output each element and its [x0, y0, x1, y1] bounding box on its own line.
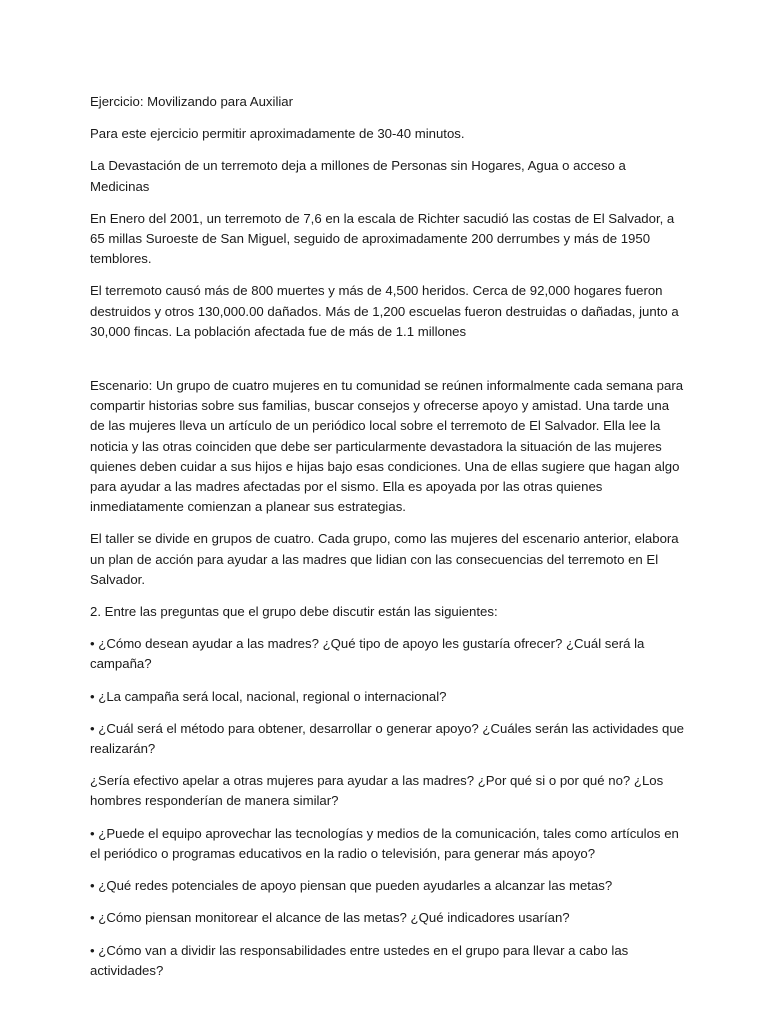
paragraph-duration: Para este ejercicio permitir aproximadamente de 30-40 minutos.: [90, 126, 465, 142]
paragraph-casualties: El terremoto causó más de 800 muertes y más de 4,500 heridos. Cerca de 92,000 hogares fueron destruidos y otros 130,000.00 dañados. Más de 1,200 escuelas fueron destruidas o dañadas, junto a 30,000 fincas. La población afectada fue de más de 1.1 millones: [90, 283, 679, 339]
question-item: • ¿La campaña será local, nacional, regional o internacional?: [90, 688, 447, 704]
question-item: • ¿Puede el equipo aprovechar las tecnologías y medios de la comunicación, tales como artículos en el periódico o programas educativos en la radio o televisión, para generar más apoyo?: [90, 825, 679, 861]
question-item: • ¿Cómo van a dividir las responsabilidades entre ustedes en el grupo para llevar a cabo las actividades?: [90, 942, 629, 978]
paragraph-scenario: Escenario: Un grupo de cuatro mujeres en tu comunidad se reúnen informalmente cada semana para compartir historias sobre sus familias, buscar consejos y ofrecerse apoyo y amistad. Una tarde una de las mujeres lleva un artículo de un periódico local sobre el terremoto de El Salvador. Ella lee la noticia y las otras coinciden que debe ser particularmente devastadora la situación de las mujeres quienes deben cuidar a sus hijos e hijas bajo esas condiciones. Una de ellas sugiere que hagan algo para ayudar a las madres afectadas por el sismo. Ella es apoyada por las otras quienes inmediatamente comienzan a planear sus estrategias.: [90, 378, 684, 515]
paragraph-questions-intro: 2. Entre las preguntas que el grupo debe discutir están las siguientes:: [90, 604, 498, 620]
paragraph-earthquake-facts: En Enero del 2001, un terremoto de 7,6 en la escala de Richter sacudió las costas de El Salvador, a 65 millas Suroeste de San Miguel, seguido de aproximadamente 200 derrumbes y más de 1950 temblores.: [90, 210, 675, 267]
question-item: • ¿Cuál será el método para obtener, desarrollar o generar apoyo? ¿Cuáles serán las actividades que realizarán?: [90, 720, 684, 757]
question-item: ¿Sería efectivo apelar a otras mujeres para ayudar a las madres? ¿Por qué si o por qué no? ¿Los hombres responderían de manera similar?: [90, 773, 664, 809]
question-item: • ¿Cómo desean ayudar a las madres? ¿Qué tipo de apoyo les gustaría ofrecer? ¿Cuál será la campaña?: [90, 636, 645, 672]
paragraph-headline: La Devastación de un terremoto deja a millones de Personas sin Hogares, Agua o acceso a Medicinas: [90, 158, 626, 194]
document-title: Ejercicio: Movilizando para Auxiliar: [90, 94, 294, 109]
paragraph-workshop: El taller se divide en grupos de cuatro. Cada grupo, como las mujeres del escenario anterior, elabora un plan de acción para ayudar a las madres que lidian con las consecuencias del terremoto en El Salvador.: [90, 531, 679, 587]
question-item: • ¿Cómo piensan monitorear el alcance de las metas? ¿Qué indicadores usarían?: [90, 910, 570, 926]
document-page: [90, 92, 686, 993]
question-item: • ¿Qué redes potenciales de apoyo piensan que pueden ayudarles a alcanzar las metas?: [90, 878, 613, 894]
